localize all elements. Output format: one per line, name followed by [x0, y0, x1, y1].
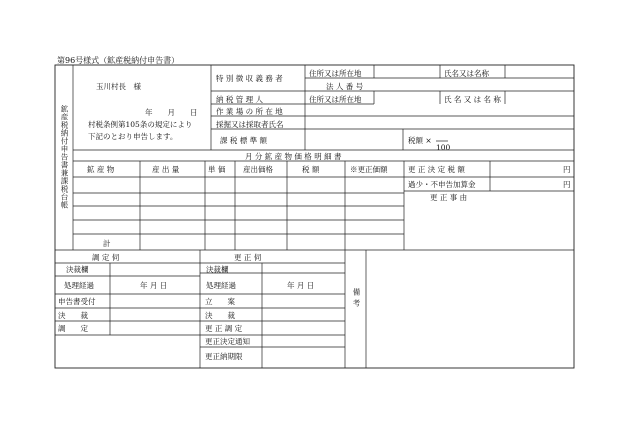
form-title: 第96号様式（鉱産税納付申告書）	[57, 56, 180, 65]
declaration-line2: 下記のとおり申告します。	[88, 132, 178, 141]
right-row-rian: 立 案	[205, 297, 235, 306]
kosei-jiyu-label: 更 正 事 由	[430, 193, 468, 202]
yen-1: 円	[563, 165, 571, 174]
shori-2: 処理経過	[206, 281, 236, 290]
col-zeigaku: 税 額	[302, 165, 320, 174]
tokubetsu-label: 特 別 徴 収 義 務 者	[216, 74, 283, 83]
left-row-uketsuke: 申告書受付	[58, 297, 96, 306]
col-kosanbutsu: 鉱 産 物	[87, 165, 115, 174]
corp-no-label: 法 人 番 号	[326, 82, 364, 91]
side-title: 鉱産税納付申告書兼課税台帳	[60, 105, 69, 209]
kosei-header: 更 正 伺	[234, 253, 262, 262]
name-label2: 氏 名 又 は 名 称	[444, 95, 501, 104]
date-line: 年 月 日	[145, 108, 198, 117]
declaration-line1: 村税条例第105条の規定により	[88, 120, 193, 129]
site-label: 作 業 場 の 所 在 地	[216, 107, 283, 116]
shori-1: 処理経過	[64, 281, 94, 290]
address-label2: 住所又は所在地	[309, 95, 362, 104]
tax-amount-label: 税額 ×	[408, 136, 432, 145]
nozei-label: 納 税 管 理 人	[216, 95, 264, 104]
tax-base-label: 課 税 標 準 額	[220, 136, 268, 145]
right-row-kosei-tsuchi: 更正決定通知	[205, 337, 250, 346]
kosei-kettei-label: 更 正 決 定 税 額	[408, 165, 465, 174]
left-row-kessai: 決 裁	[58, 311, 88, 320]
col-kosei-kagaku: ※更正価額	[350, 165, 388, 174]
col-tanka: 単 価	[208, 165, 226, 174]
miner-label: 採掘又は採取者氏名	[216, 120, 284, 129]
rate-denominator: 100	[436, 143, 451, 152]
addressee: 玉川村長 様	[96, 82, 141, 91]
kessai-2: 決裁欄	[206, 265, 229, 274]
name-label: 氏名又は名称	[444, 69, 489, 78]
total-label: 計	[103, 239, 111, 248]
kessai-1: 決裁欄	[66, 265, 89, 274]
date-1: 年 月 日	[140, 281, 168, 290]
left-row-chotei: 調 定	[58, 324, 88, 333]
col-sanshutsukakaku: 産出価格	[243, 165, 273, 174]
monthly-header: 月 分 鉱 産 物 価 格 明 細 書	[245, 152, 342, 161]
right-row-kosei-nokigen: 更正納期限	[205, 352, 243, 361]
right-row-kessai: 決 裁	[205, 311, 235, 320]
col-sanshutsuryo: 産 出 量	[152, 165, 180, 174]
chotei-header: 調 定 伺	[92, 253, 120, 262]
yen-2: 円	[563, 180, 571, 189]
right-row-kosei-chotei: 更 正 調 定	[205, 324, 243, 333]
form-frame	[55, 65, 574, 368]
address-label: 住所又は所在地	[309, 69, 362, 78]
kashou-label: 過少・不申告加算金	[408, 180, 476, 189]
date-2: 年 月 日	[287, 281, 315, 290]
biko-label: 備 考	[352, 288, 361, 307]
